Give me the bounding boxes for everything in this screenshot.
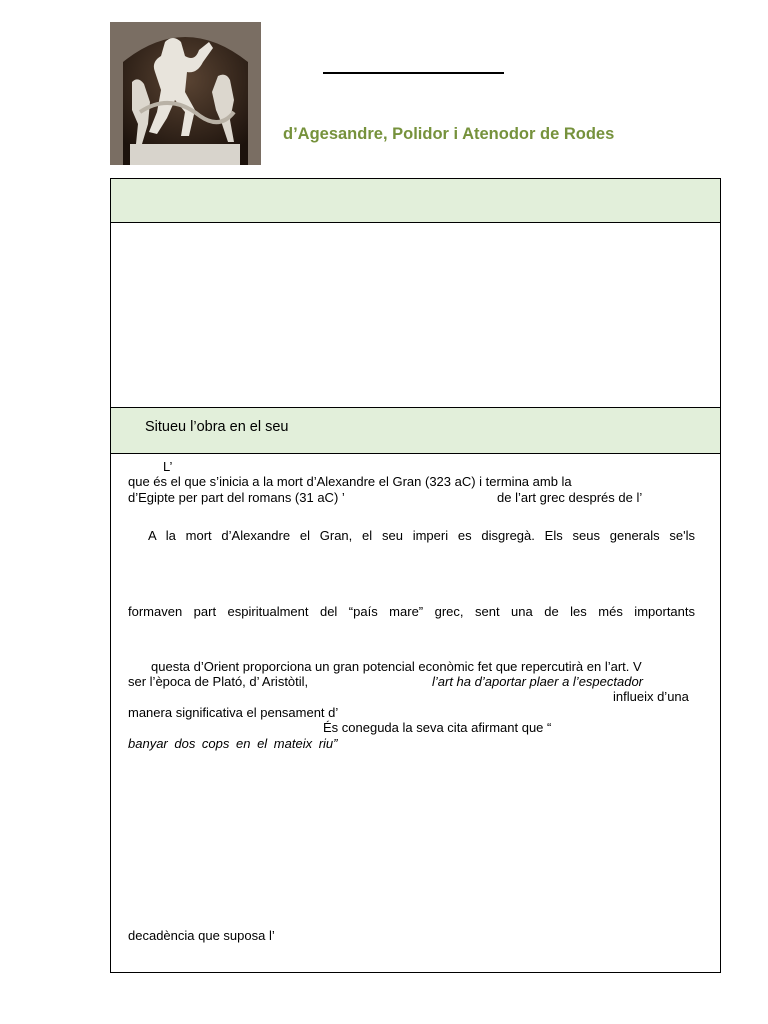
title-blank-rule — [323, 72, 504, 74]
section-label: Situeu l’obra en el seu — [145, 419, 289, 435]
worksheet-frame — [110, 178, 721, 973]
text-line: És coneguda la seva cita afirmant que “ — [323, 720, 552, 735]
header-band — [111, 179, 720, 223]
text-line: de l’art grec després de l’ — [497, 490, 643, 505]
italic-quote: banyar dos cops en el mateix riu” — [128, 736, 338, 751]
paragraph-line: formaven part espiritualment del “país mare” grec, sent una de les més importants — [128, 604, 695, 619]
laocoon-sculpture-photo — [110, 22, 261, 165]
text-line: que és el que s’inicia a la mort d’Alexandre el Gran (323 aC) i termina amb la — [128, 474, 572, 489]
text-line: questa d’Orient proporciona un gran potencial econòmic fet que repercutirà en l’art. V — [151, 659, 642, 674]
text-line: ser l’època de Plató, d’ Aristòtil, — [128, 674, 309, 689]
text-line: d’Egipte per part del romans (31 aC) ’ — [128, 490, 345, 505]
artwork-authors: d’Agesandre, Polidor i Atenodor de Rodes — [283, 125, 615, 143]
text-line: manera significativa el pensament d’ — [128, 705, 339, 720]
section-band — [111, 407, 720, 454]
text-line: decadència que suposa l’ — [128, 928, 275, 943]
text-line: influeix d’una — [613, 689, 689, 704]
sculpture-image — [110, 22, 261, 165]
italic-text: l’art ha d’aportar plaer a l’espectador — [432, 674, 644, 689]
text-line: L’ — [163, 459, 173, 474]
paragraph-line: A la mort d’Alexandre el Gran, el seu imperi es disgregà. Els seus generals se'ls — [148, 528, 695, 543]
